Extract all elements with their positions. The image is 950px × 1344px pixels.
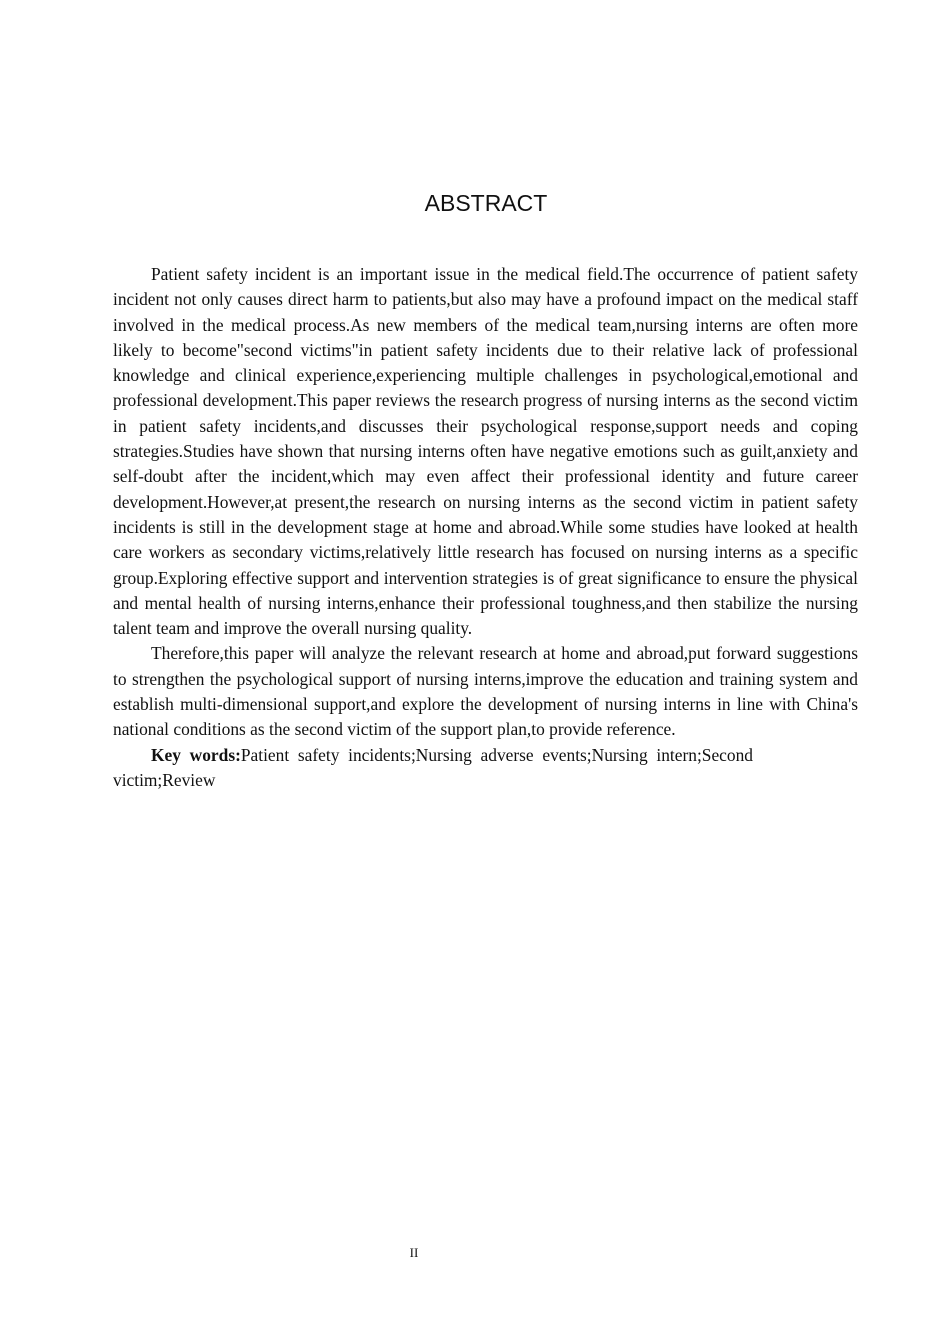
keywords-label: Key words: bbox=[151, 744, 241, 765]
abstract-body bbox=[113, 262, 858, 793]
keywords-text: Patient safety incidents;Nursing adverse events;Nursing intern;Second victim;Review bbox=[113, 744, 753, 790]
page-number: II bbox=[409, 1245, 419, 1260]
abstract-heading: ABSTRACT bbox=[424, 190, 548, 216]
keywords-line bbox=[113, 743, 753, 794]
abstract-paragraph-1: Patient safety incident is an important issue in the medical field.The occurrence of patient safety incident not only causes direct harm to patients,but also may have a profound impact on the medical staff involved in the medical process.As new members of the medical team,nursing interns are often more likely to become"second victims"in patient safety incidents due to their relative lack of professional knowledge and clinical experience,experiencing multiple challenges in psychological,emotional and professional development.This paper reviews the research progress of nursing interns as the second victim in patient safety incidents,and discusses their psychological response,support needs and coping strategies.Studies have shown that nursing interns often have negative emotions such as guilt,anxiety and self-doubt after the incident,which may even affect their professional identity and future career development.However,at present,the research on nursing interns as the second victim in patient safety incidents is still in the development stage at home and abroad.While some studies have looked at health care workers as secondary victims,relatively little research has focused on nursing interns as a specific group.Exploring effective support and intervention strategies is of great significance to ensure the physical and mental health of nursing interns,enhance their professional toughness,and then stabilize the nursing talent team and improve the overall nursing quality. bbox=[113, 264, 858, 639]
abstract-paragraph-2: Therefore,this paper will analyze the relevant research at home and abroad,put forward suggestions to strengthen the psychological support of nursing interns,improve the education and training system and establish multi-dimensional support,and explore the development of nursing interns in line with China's national conditions as the second victim of the support plan,to provide reference. bbox=[113, 643, 858, 740]
